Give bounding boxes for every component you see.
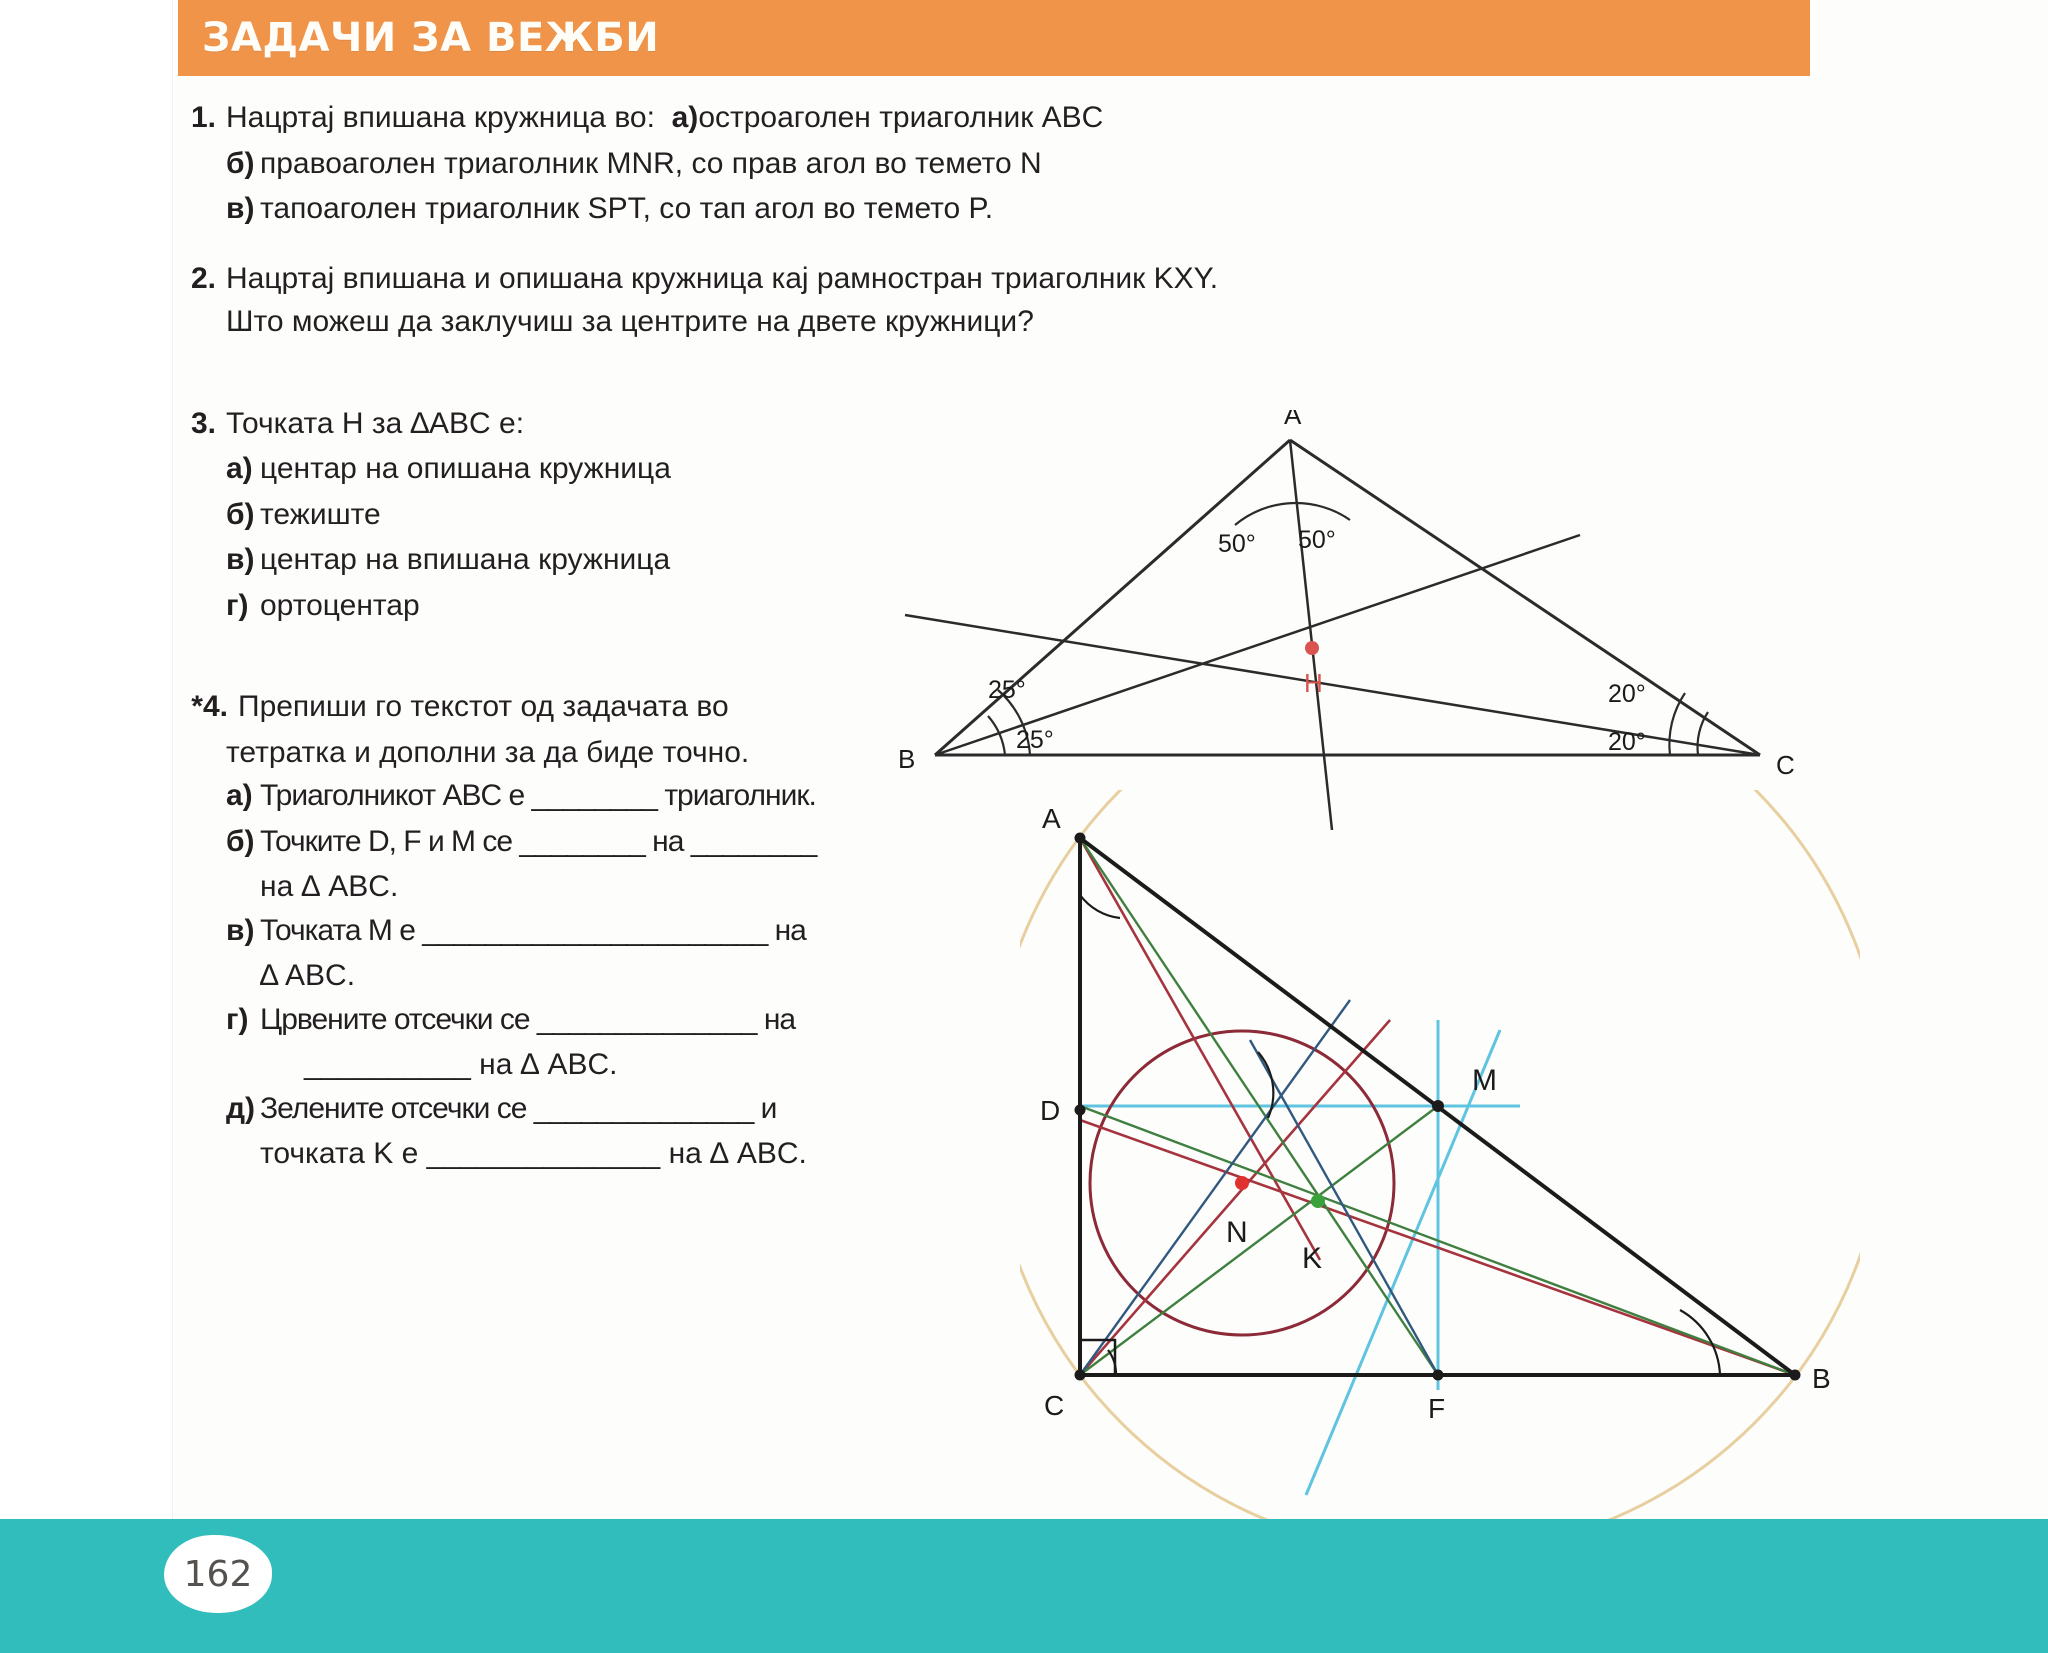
exercise-stem-1 bbox=[226, 96, 1272, 140]
exercise-4-subitem-b-text: Точките D, F и M се ________ на ________ bbox=[260, 824, 817, 858]
point-label-F: F bbox=[1428, 1393, 1446, 1424]
point-label-M: M bbox=[1472, 1064, 1497, 1097]
point-label-A: A bbox=[1042, 803, 1061, 834]
cyan-diagonal-bisector bbox=[1306, 1030, 1500, 1495]
exercise-number-1: 1. bbox=[190, 101, 216, 134]
exercise-stem-4-line2: тетратка и дополни за да биде точно. bbox=[226, 735, 750, 769]
spacer bbox=[172, 233, 1272, 257]
point-label-N: N bbox=[1226, 1216, 1248, 1249]
exercise-4-subitem-v-label: в) bbox=[226, 913, 255, 947]
exercise-item-2 bbox=[172, 257, 1272, 344]
section-header-banner bbox=[178, 0, 1810, 76]
exercise-3-option-b-text: тежиште bbox=[260, 497, 381, 531]
exercise-3-option-a-text: центар на опишана кружница bbox=[260, 452, 671, 485]
diagram-right-triangle-centers bbox=[1020, 790, 1860, 1520]
diagram-2-svg bbox=[1020, 790, 1860, 1520]
side-AC bbox=[1290, 440, 1760, 755]
exercise-4-subitem-g-line2: __________ на ∆ ABC. bbox=[304, 1048, 618, 1081]
exercise-1-subitem-v bbox=[226, 187, 1272, 231]
angle-label-A-right: 50° bbox=[1298, 526, 1336, 554]
exercise-3-option-g-text: ортоцентар bbox=[260, 588, 420, 622]
exercise-stem-3: Точката H за ∆ABC е: bbox=[226, 406, 525, 440]
exercise-4-subitem-d-text: Зелените отсечки се ______________ и bbox=[260, 1091, 777, 1125]
point-F-marker bbox=[1433, 1370, 1444, 1381]
spacer bbox=[172, 346, 1272, 402]
exercise-4-subitem-b-label: б) bbox=[226, 824, 255, 858]
angle-label-B-lower: 25° bbox=[1016, 726, 1054, 754]
side-AB bbox=[935, 440, 1290, 755]
exercise-1-inline-text: остроаголен триаголник ABC bbox=[698, 101, 1104, 134]
exercise-1-subitem-b-text: правоаголен триаголник MNR, со прав агол во темето N bbox=[260, 146, 1042, 180]
exercise-4-subitem-v-line2: ∆ ABC. bbox=[260, 959, 356, 992]
exercise-4-subitem-g-label: г) bbox=[226, 1002, 249, 1036]
red-bisector-from-A bbox=[1080, 838, 1320, 1260]
exercise-4-subitem-g-text: Црвените отсечки се ______________ на bbox=[260, 1002, 796, 1036]
point-label-D: D bbox=[1040, 1095, 1061, 1126]
exercise-stem-4: Препиши го текстот од задачата во bbox=[238, 690, 729, 723]
point-M-marker bbox=[1432, 1100, 1444, 1112]
exercise-number-4: *4. bbox=[191, 690, 228, 723]
page-title: ЗАДАЧИ ЗА ВЕЖБИ bbox=[202, 15, 660, 61]
exercise-item-1 bbox=[172, 96, 1272, 140]
point-label-B: B bbox=[1812, 1363, 1831, 1394]
exercise-3-option-b-label: б) bbox=[226, 497, 255, 531]
exercise-4-subitem-v-text: Точката M е ______________________ на bbox=[260, 913, 806, 947]
vertex-label-C: C bbox=[1776, 750, 1795, 780]
exercise-1-subitem-b-label: б) bbox=[226, 146, 255, 180]
bisector-from-B bbox=[935, 535, 1580, 755]
exercise-number-3: 3. bbox=[190, 406, 216, 440]
exercise-number-2: 2. bbox=[190, 261, 216, 295]
point-K-marker bbox=[1311, 1194, 1325, 1208]
exercise-1-inline-label: а) bbox=[671, 101, 699, 134]
exercise-3-option-v-text: центар на впишана кружница bbox=[260, 543, 671, 576]
exercise-1-subitem-b bbox=[226, 142, 1272, 186]
exercise-4-subitem-a-label: а) bbox=[226, 779, 253, 812]
exercise-stem-1-text: Нацртај впишана кружница во: bbox=[226, 101, 655, 134]
point-H-marker bbox=[1305, 641, 1319, 655]
left-margin-strip bbox=[0, 0, 173, 1653]
vertex-label-A: A bbox=[1284, 410, 1302, 430]
page-number: 162 bbox=[183, 1553, 253, 1595]
exercise-4-subitem-b-line2: на ∆ ABC. bbox=[260, 870, 399, 903]
exercise-1-subitem-v-text: тапоаголен триаголник SPT, со тап агол во темето P. bbox=[260, 192, 994, 225]
point-label-C: C bbox=[1044, 1390, 1065, 1421]
point-label-K: K bbox=[1302, 1242, 1323, 1275]
vertex-label-B: B bbox=[898, 744, 916, 774]
footer-band bbox=[0, 1519, 2048, 1653]
angle-arc-B bbox=[1680, 1310, 1720, 1375]
bisector-from-A bbox=[1290, 440, 1332, 830]
angle-label-C-lower: 20° bbox=[1608, 728, 1646, 756]
point-A-marker bbox=[1075, 833, 1086, 844]
exercise-4-subitem-d-label: д) bbox=[226, 1091, 256, 1125]
exercise-3-option-v-label: в) bbox=[226, 543, 255, 576]
point-label-H: H bbox=[1304, 668, 1323, 698]
exercise-stem-2: Нацртај впишана и опишана кружница кај рамностран триаголник KXY. Што можеш да заклучиш за центрите на двете кружници? bbox=[226, 261, 1219, 338]
diagram-triangle-abc-orthocenter bbox=[880, 410, 1800, 830]
angle-label-A-left: 50° bbox=[1218, 530, 1256, 558]
point-D-marker bbox=[1075, 1105, 1086, 1116]
page-number-bubble bbox=[164, 1535, 272, 1613]
exercise-1-subitem-v-label: в) bbox=[226, 192, 255, 225]
exercise-3-option-g-label: г) bbox=[226, 588, 249, 622]
red-bisector-from-C bbox=[1080, 1020, 1390, 1375]
angle-label-C-upper: 20° bbox=[1608, 680, 1646, 708]
diagram-1-svg bbox=[880, 410, 1800, 830]
exercise-4-subitem-d-line2: точката K е ______________ на ∆ ABC. bbox=[260, 1137, 807, 1170]
point-B-marker bbox=[1790, 1370, 1801, 1381]
exercise-3-option-a-label: а) bbox=[226, 452, 253, 485]
exercise-4-subitem-a-text: Триаголникот ABC е ________ триаголник. bbox=[260, 779, 816, 812]
blue-segment-2 bbox=[1250, 1040, 1438, 1375]
angle-arc-A bbox=[1235, 503, 1350, 525]
point-C-marker bbox=[1075, 1370, 1086, 1381]
point-N-marker bbox=[1235, 1176, 1249, 1190]
angle-label-B-upper: 25° bbox=[988, 676, 1026, 704]
